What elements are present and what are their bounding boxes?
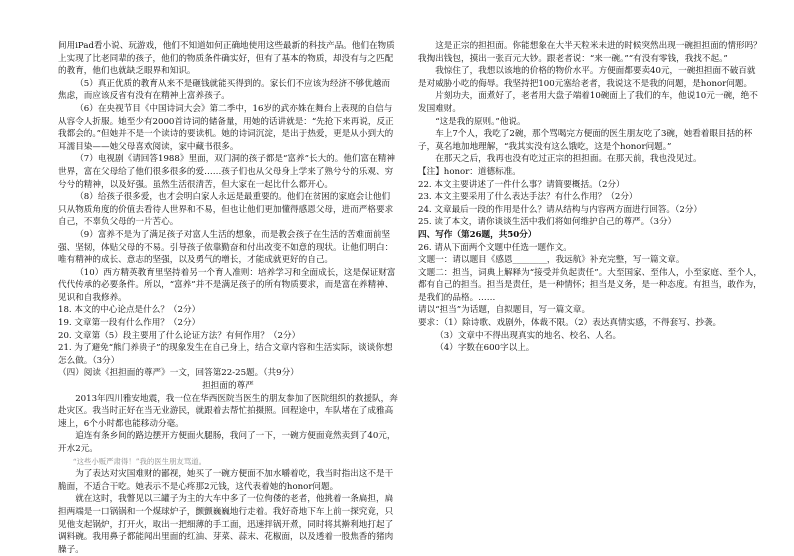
story-paragraph-6: 我惊住了，我想以该地的价格的物价水平。方便面都要卖40元，一碗担担面不破百就是对威胁小吃的侮辱。我坚持把100元塞给老者，我说这不是我的问题，是honor问题。	[418, 66, 756, 89]
question-20: 20. 文章第（5）段主要用了什么论证方法？有何作用？（2分）	[58, 330, 301, 341]
question-22: 22. 本文主要讲述了一件什么事？请简要概括。（2分）	[418, 179, 625, 190]
story-paragraph-3: 为了表达对灾国难财的鄙视，她买了一碗方便面不加水嚼着吃，我当时指出这不是干脆面，不适合干吃。她表示不是心疼那2元钱，这代表着她的honor问题。	[58, 469, 394, 492]
paragraph-8: （8）给孩子很多爱，也才会明白家人永远是最重要的。他们在贫困的家庭会让他们只从物质角度的价值去看待人世界和不易，但也让他们更加懂得感恩父母，进而严格要求自己，不辜负父母的一片苦心。	[58, 192, 394, 228]
question-25: 25. 读了本文，请你谈谈生活中我们将如何维护自己的尊严。（3分）	[418, 217, 677, 228]
question-19: 19. 文章第一段有什么作用？（2分）	[58, 318, 201, 329]
story-paragraph-7: 片刻功夫，面煮好了，老者用大盘子端着10碗面上了我们的车，他说10元一碗，绝不发国难财。	[418, 91, 758, 114]
essay-topic-1: 文题一：请以题目《感恩________，我远航》补充完整，写一篇文章。	[418, 255, 685, 266]
essay-topic-2-instruction: 请以“担当”为话题，自拟题目，写一篇文章。	[418, 305, 591, 316]
footnote: 【注】honor：道德标准。	[418, 166, 521, 177]
question-18: 18. 本文的中心论点是什么？（2分）	[58, 305, 201, 316]
right-column	[418, 40, 763, 355]
story-paragraph-8: “这是我的原则。”他说。	[435, 116, 526, 127]
story-paragraph-10: 在那天之后，我再也没有吃过正宗的担担面。在那天前，我也没见过。	[435, 154, 702, 165]
requirements-label: 要求：	[418, 318, 444, 329]
question-21: 21. 为了避免“熊门养贵子”的现象发生在自己身上，结合文章内容和生活实际，谈谈你想怎么做。（3分）	[58, 343, 393, 366]
story-paragraph-9: 车上7个人，我吃了2碗，那个骂喝完方便面的医生朋友吃了3碗，她看着眼目括的杯子，莫名地加地理解，“我其实没有这么饿吃，这是个honor问题。”	[418, 129, 753, 152]
paragraph-6: （6）在央视节目《中国诗词大会》第二季中，16岁的武亦姝在舞台上表现的自信与从容令人折服。她至少有2000首诗词的储备量，用她的话讲就是：“先抢下来再说，反正我都会的。”但她并不是一个读诗的要读机。她的诗词沉淀，是出于热爱，更是从小到大的耳濡目染——她父母喜欢阅读，家中藏书很多。	[58, 103, 394, 152]
requirement-3: （3）文章中不得出现真实的地名、校名、人名。	[435, 330, 622, 341]
requirement-1-2: （1）除诗歌、戏剧外，体裁不限。（2）表达真情实感，不得套写、抄袭。	[443, 318, 722, 329]
story-annotation: “这些小贩严肃得！”我的医生朋友骂道。	[72, 456, 206, 466]
requirements-line-1	[418, 317, 763, 330]
paragraph-9: （9）富养不是为了满足孩子对富人生活的想象，而是教会孩子在生活的苦难面前坚强、坚韧，体贴父母的不易。引导孩子依靠勤奋和付出改变不如意的现状。让他们明白：唯有精神的成长、意志的坚强，以及勇气的增长，才能成就更好的自己。	[58, 229, 394, 266]
story-paragraph-1: 2013年四川雅安地震，我一位在华西医院当医生的朋友参加了医院组织的救援队，奔赴灾区。我当时正好在当无业游民，就跟着去帮忙拍摄照。回程途中，车队堵在了成雅高速上，6个小时都也能移动分毫。	[58, 393, 398, 429]
story-paragraph-4: 就在这时，我瞥见以三罐子为主的大车中多了一位佝偻的老者，他挑着一条扁担，扁担两端是一口锅锅和一个煤球炉子，颤颤巍巍地行走着。我好奇地下车上前一探究竟，只见他支起锅炉，打开火，取出一把细薄的手工面，迅速拌锅开煮，同时将其擀利地打起了调料碗。我用鼻子都能闻出里面的红油、芽菜、蒜末、花椒面，以及透着一股焦香的猪肉臊子。	[58, 494, 394, 555]
question-24: 24. 文章最后一段的作用是什么？请从结构与内容两方面进行回答。（2分）	[418, 204, 702, 215]
story-paragraph-2: 追连有条乡间的路边摆开方便面火腿肠，我问了一下，一碗方便面竟然卖到了40元，开水2元。	[58, 431, 396, 454]
paragraph-continued: 间用iPad看小说、玩游戏，他们不知道如何正确地使用这些最新的科技产品。他们在物质上实现了比老同辈的孩子，他们的物质条件确实好，但有了基本的物质，却没有与之匹配的教育，他们也就缺乏眼界和知识。	[58, 41, 395, 77]
essay-title: 担担面的尊严	[202, 381, 254, 392]
question-23: 23. 本文主要采用了什么表达手法？有什么作用？（2分）	[418, 192, 638, 203]
left-column	[58, 40, 398, 556]
story-paragraph-5: 这是正宗的担担面。你能想象在大半天粒米未进的时候突然出现一碗担担面的情形吗？我掏出钱包，摸出一张百元大钞。跟老者说：“来一碗。”“有没有零钱，我找不起。”	[418, 41, 762, 64]
essay-topic-2: 文题二：担当，词典上解释为“接受并负起责任”。大至国家、至伟人，小至家庭、至个人，都有自己的担当。担当是责任，是一种情怀；担当是义务，是一种态度。有担当，敢作为，是我们的品格。……	[418, 267, 762, 303]
writing-section-heading: 四、写作（第26题，共50分）	[418, 229, 537, 240]
paragraph-5: （5）真正优质的教育从来不是砸钱就能买得到的。家长们不应该为经济不够优越而焦虑，而应该反省有没有在精神上富养孩子。	[58, 78, 391, 102]
paragraph-10: （10）西方精英教育里坚持着另一个育人准则：培养学习和全面成长，这是保证财富代代传承的必要条件。所以，“富养”并不是满足孩子的所有物质要求，而是富在养精神、见识和自我修养。	[58, 267, 396, 303]
section-four-heading: （四）阅读《担担面的尊严》一文，回答第22-25题。（共9分）	[58, 368, 299, 379]
paragraph-7: （7）电视剧《请回答1988》里面，双门洞的孩子都是“富养”长大的。他们富在精神世界，富在父母给了他们很多很多的爱……孩子们也从父母身上学来了熟兮兮的乐观、穷兮兮的精神，以及好强。虽然生活很清苦，但大家在一起比什么都开心。	[58, 154, 395, 190]
requirement-4: （4）字数在600字以上。	[435, 343, 535, 354]
question-26: 26. 请从下面两个文题中任选一题作文。	[418, 242, 572, 253]
